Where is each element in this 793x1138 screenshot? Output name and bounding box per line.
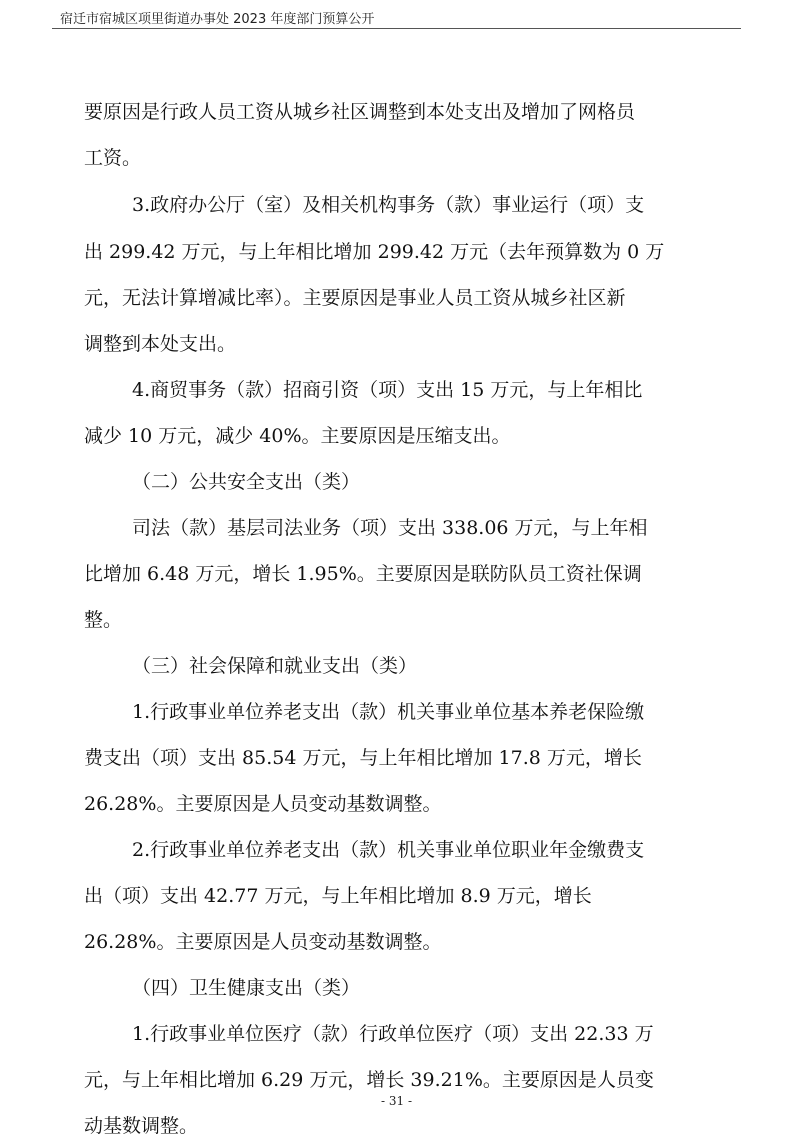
paragraph-line: 出 299.42 万元，与上年相比增加 299.42 万元（去年预算数为 0 万 bbox=[84, 241, 665, 263]
paragraph-line: 1.行政事业单位养老支出（款）机关事业单位基本养老保险缴 bbox=[132, 701, 645, 723]
section-heading: （四）卫生健康支出（类） bbox=[132, 977, 361, 999]
paragraph-line: 26.28%。主要原因是人员变动基数调整。 bbox=[84, 931, 442, 953]
paragraph-line: 26.28%。主要原因是人员变动基数调整。 bbox=[84, 793, 442, 815]
paragraph-line: 3.政府办公厅（室）及相关机构事务（款）事业运行（项）支 bbox=[132, 194, 645, 216]
paragraph-line: 费支出（项）支出 85.54 万元，与上年相比增加 17.8 万元，增长 bbox=[84, 747, 642, 769]
paragraph-line: 要原因是行政人员工资从城乡社区调整到本处支出及增加了网格员 bbox=[84, 101, 636, 123]
section-heading: （二）公共安全支出（类） bbox=[132, 471, 361, 493]
paragraph-line: 整。 bbox=[84, 609, 123, 631]
paragraph-line: 比增加 6.48 万元，增长 1.95%。主要原因是联防队员工资社保调 bbox=[84, 563, 642, 585]
paragraph-line: 元，无法计算增减比率）。主要原因是事业人员工资从城乡社区新 bbox=[84, 287, 626, 309]
header-rule bbox=[52, 28, 741, 29]
section-heading: （三）社会保障和就业支出（类） bbox=[132, 655, 418, 677]
paragraph-line: 4.商贸事务（款）招商引资（项）支出 15 万元，与上年相比 bbox=[132, 379, 643, 401]
paragraph-line: 出（项）支出 42.77 万元，与上年相比增加 8.9 万元，增长 bbox=[84, 885, 592, 907]
paragraph-line: 工资。 bbox=[84, 147, 142, 169]
paragraph-line: 1.行政事业单位医疗（款）行政单位医疗（项）支出 22.33 万 bbox=[132, 1023, 654, 1045]
document-header: 宿迁市宿城区项里街道办事处 2023 年度部门预算公开 bbox=[60, 12, 375, 27]
paragraph-line: 2.行政事业单位养老支出（款）机关事业单位职业年金缴费支 bbox=[132, 839, 645, 861]
paragraph-line: 元，与上年相比增加 6.29 万元，增长 39.21%。主要原因是人员变 bbox=[84, 1069, 654, 1091]
paragraph-line: 减少 10 万元，减少 40%。主要原因是压缩支出。 bbox=[84, 425, 511, 447]
paragraph-line: 调整到本处支出。 bbox=[84, 333, 237, 355]
page-number: - 31 - bbox=[380, 1094, 412, 1108]
paragraph-line: 司法（款）基层司法业务（项）支出 338.06 万元，与上年相 bbox=[132, 517, 648, 539]
paragraph-line: 动基数调整。 bbox=[84, 1115, 199, 1137]
